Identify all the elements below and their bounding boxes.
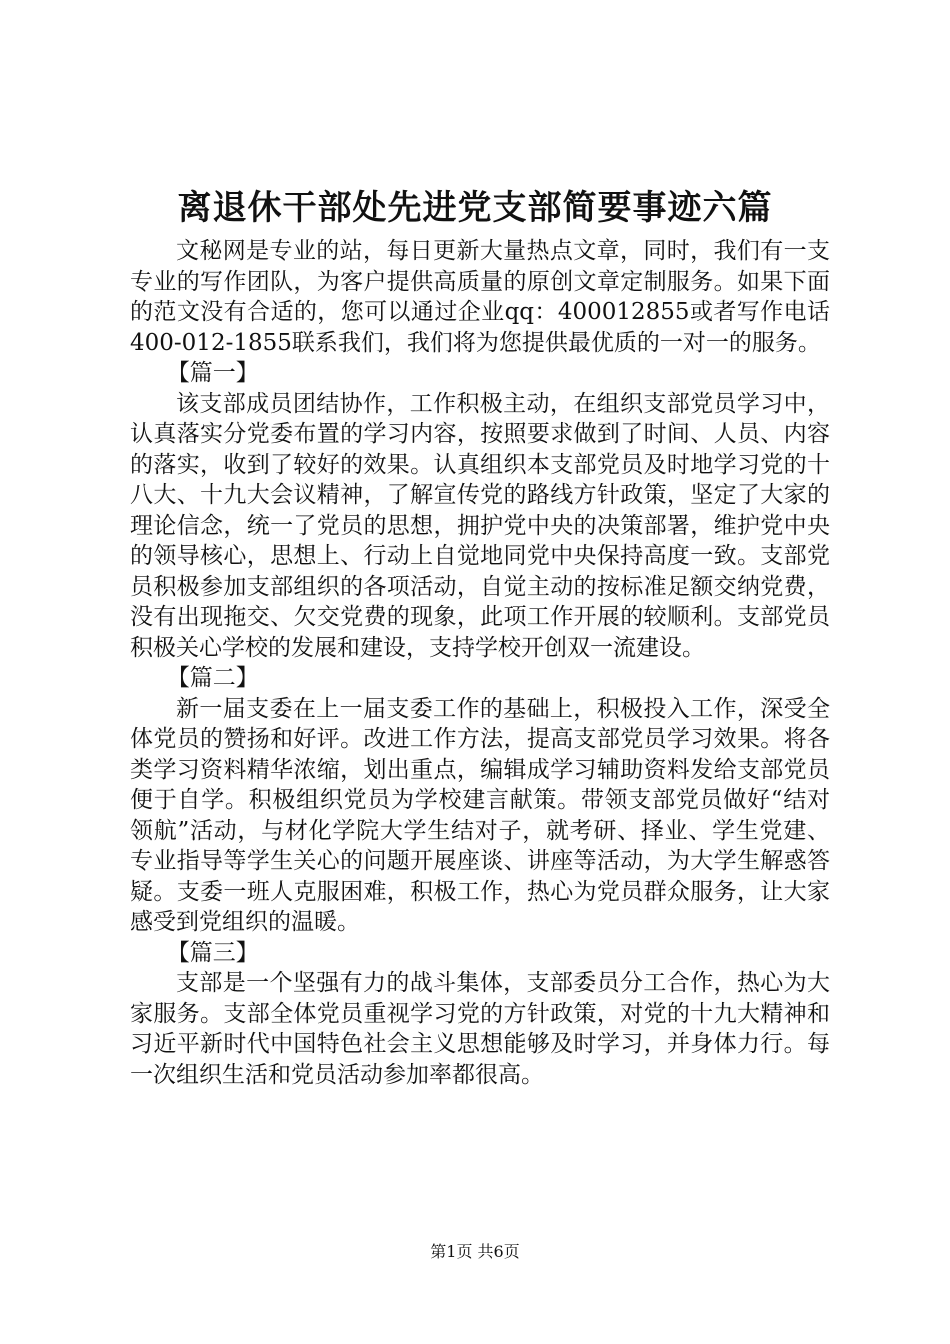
intro-paragraph: 文秘网是专业的站，每日更新大量热点文章，同时，我们有一支专业的写作团队，为客户提供高质量的原创文章定制服务。如果下面的范文没有合适的，您可以通过企业qq：400012855或者写作电话400-012-1855联系我们，我们将为您提供最优质的一对一的服务。 bbox=[130, 238, 830, 356]
section-paragraph-1: 该支部成员团结协作，工作积极主动，在组织支部党员学习中，认真落实分党委布置的学习内容，按照要求做到了时间、人员、内容的落实，收到了较好的效果。认真组织本支部党员及时地学习党的十八大、十九大会议精神，了解宣传党的路线方针政策，坚定了大家的理论信念，统一了党员的思想，拥护党中央的决策部署，维护党中央的领导核心，思想上、行动上自觉地同党中央保持高度一致。支部党员积极参加支部组织的各项活动，自觉主动的按标准足额交纳党费，没有出现拖交、欠交党费的现象，此项工作开展的较顺利。支部党员积极关心学校的发展和建设，支持学校开创双一流建设。 bbox=[130, 390, 830, 661]
section-paragraph-3: 支部是一个坚强有力的战斗集体，支部委员分工合作，热心为大家服务。支部全体党员重视学习党的方针政策，对党的十九大精神和习近平新时代中国特色社会主义思想能够及时学习，并身体力行。每一次组织生活和党员活动参加率都很高。 bbox=[130, 970, 830, 1088]
document-body bbox=[130, 236, 830, 1090]
section-heading-2: 【篇二】 bbox=[166, 665, 259, 691]
section-paragraph-2: 新一届支委在上一届支委工作的基础上，积极投入工作，深受全体党员的赞扬和好评。改进工作方法，提高支部党员学习效果。将各类学习资料精华浓缩，划出重点，编辑成学习辅助资料发给支部党员便于自学。积极组织党员为学校建言献策。带领支部党员做好“结对领航”活动，与材化学院大学生结对子，就考研、择业、学生党建、专业指导等学生关心的问题开展座谈、讲座等活动，为大学生解惑答疑。支委一班人克服困难，积极工作，热心为党员群众服务，让大家感受到党组织的温暖。 bbox=[130, 695, 830, 935]
section-heading-3: 【篇三】 bbox=[166, 939, 259, 966]
page-number-footer: 第1页 共6页 bbox=[430, 1242, 520, 1261]
section-heading-1: 【篇一】 bbox=[166, 360, 259, 386]
page-title: 离退休干部处先进党支部简要事迹六篇 bbox=[177, 188, 773, 228]
